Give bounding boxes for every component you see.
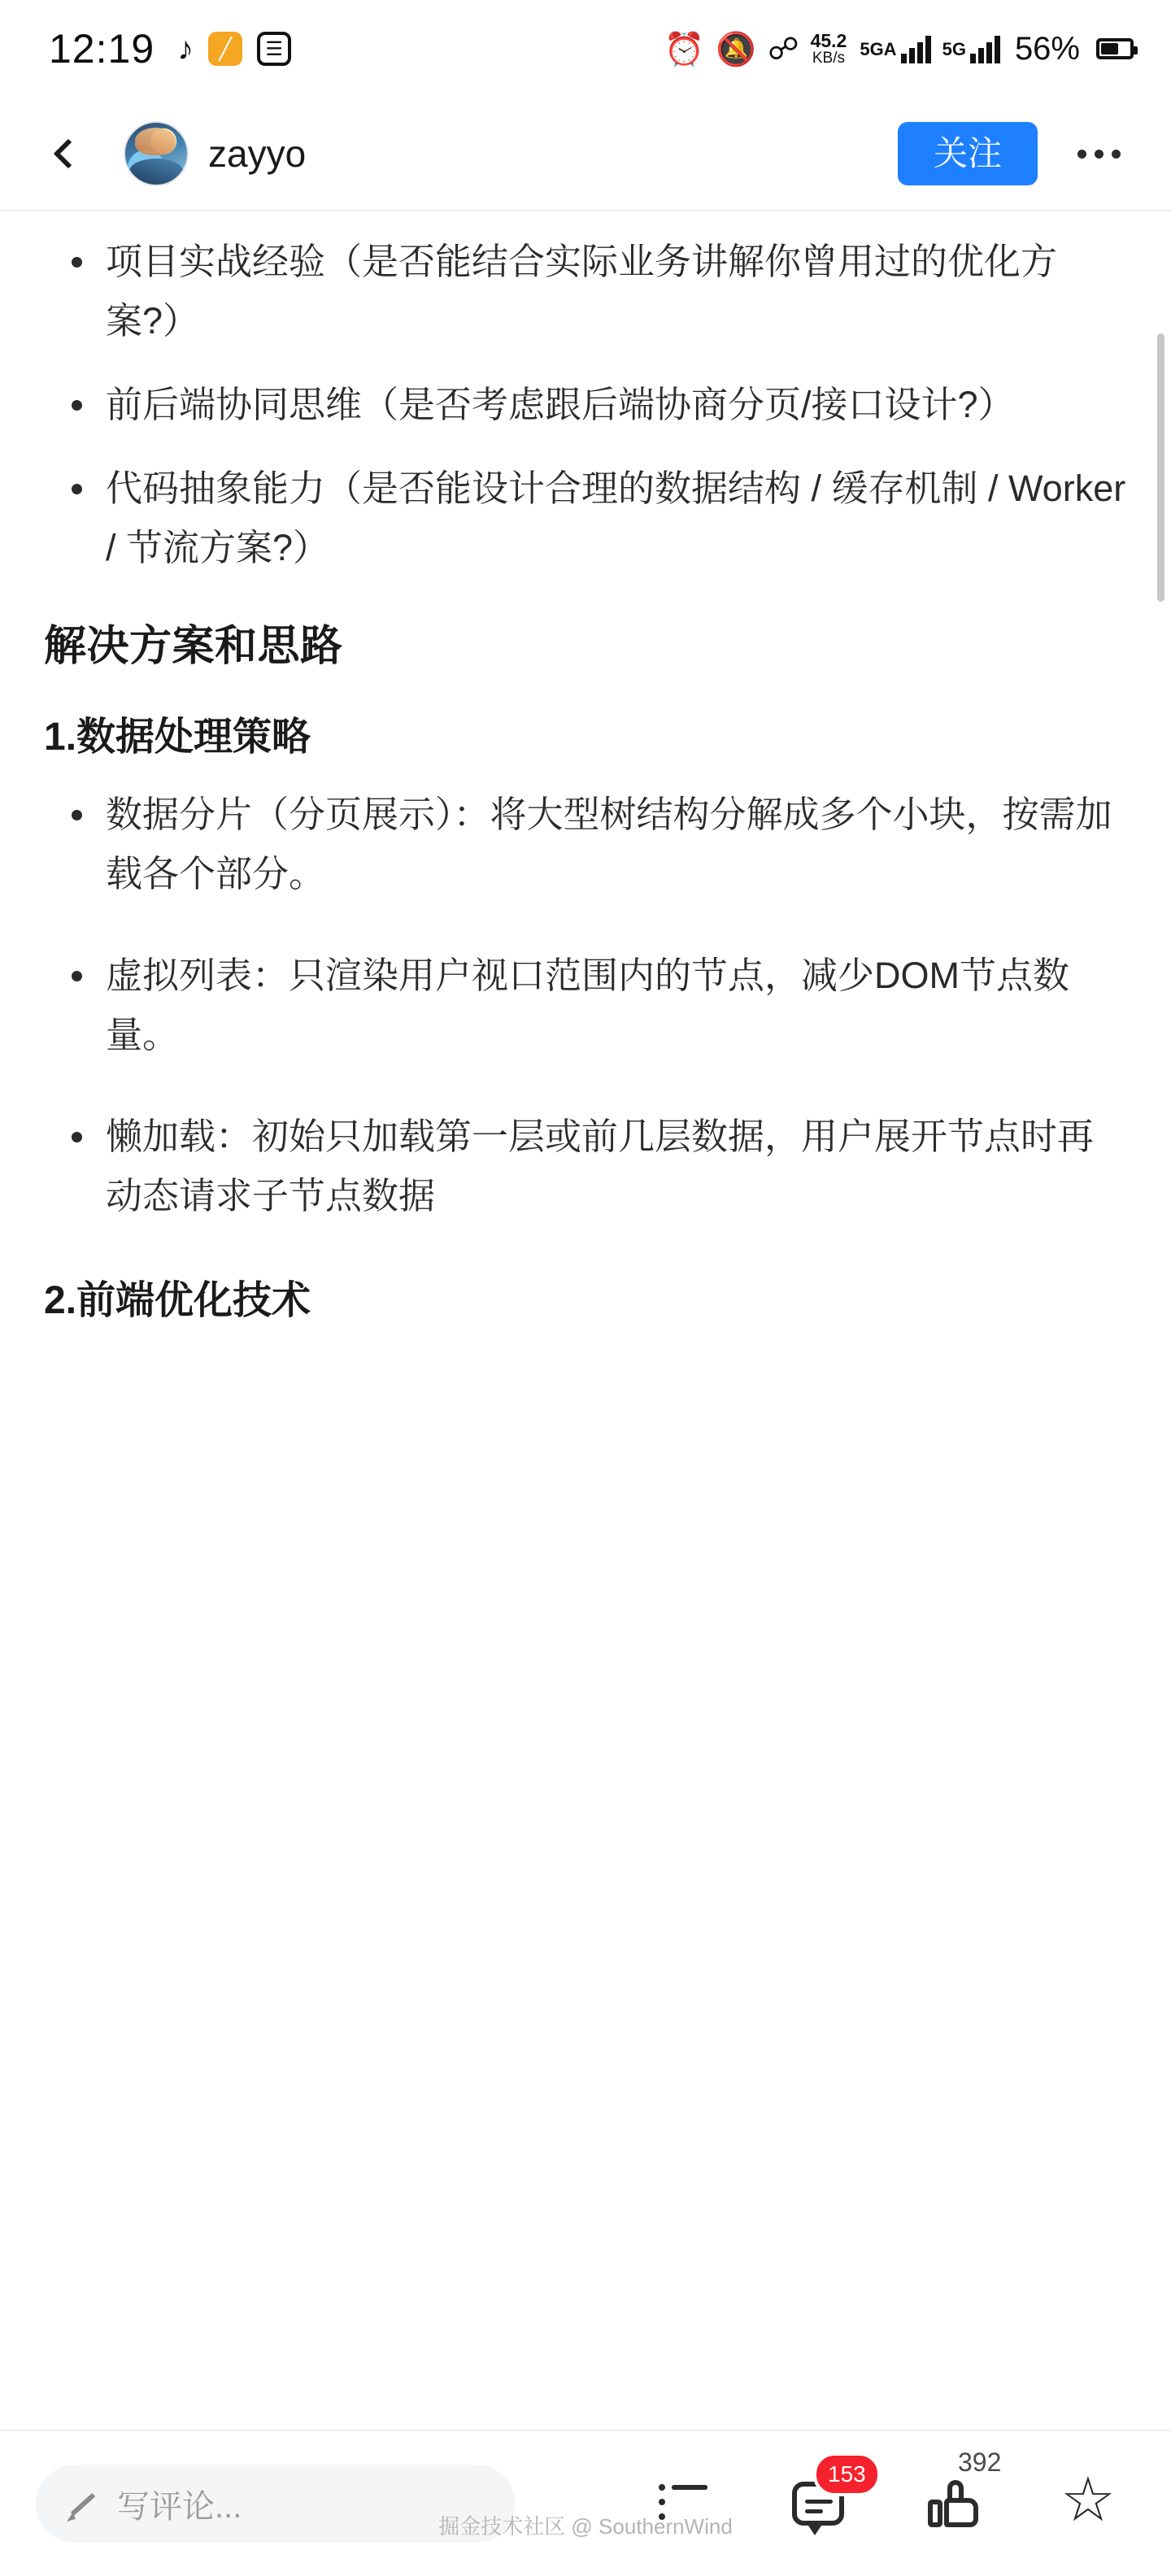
comment-count-badge: 153 — [813, 2452, 881, 2496]
comment-button[interactable] — [786, 2461, 866, 2540]
list-item: 项目实战经验（是否能结合实际业务讲解你曾用过的优化方案?） — [63, 233, 1127, 351]
list-item: 代码抽象能力（是否能设计合理的数据结构 / 缓存机制 / Worker / 节流方案?） — [63, 459, 1127, 578]
back-button[interactable] — [36, 121, 101, 186]
strategy-bullet-list — [63, 785, 1127, 1225]
collect-button[interactable] — [1056, 2467, 1121, 2540]
net-speed-value: 45.2 — [810, 29, 847, 51]
signal-2-label: 5G — [942, 39, 966, 59]
requirement-bullet-list — [63, 233, 1127, 577]
more-options-button[interactable] — [1070, 129, 1127, 178]
signal-1-label: 5GA — [860, 39, 897, 59]
tiktok-icon: ♪ — [177, 31, 194, 67]
signal-indicator-2 — [942, 34, 1000, 63]
list-item: 虚拟列表：只渲染用户视口范围内的节点，减少DOM节点数量。 — [63, 946, 1127, 1065]
list-item: 懒加载：初始只加载第一层或前几层数据，用户展开节点时再动态请求子节点数据 — [63, 1107, 1127, 1226]
status-clock: 12:19 — [49, 26, 155, 72]
battery-icon — [1096, 38, 1134, 59]
status-right-icons — [664, 30, 1134, 68]
subsection-heading-1: 1.数据处理策略 — [44, 716, 311, 759]
status-left-icons — [177, 32, 291, 66]
bottom-action-bar — [0, 2430, 1171, 2576]
alarm-icon: ⏰ — [664, 31, 705, 67]
article-content — [0, 211, 1171, 2430]
signal-bars-icon — [901, 34, 931, 63]
top-navigation-bar — [0, 98, 1171, 211]
signal-bars-icon-2 — [970, 34, 1000, 63]
comment-input-placeholder: 写评论... — [117, 2488, 242, 2525]
chevron-left-icon — [54, 139, 84, 169]
battery-percent: 56% — [1014, 30, 1080, 67]
like-count: 392 — [958, 2448, 1002, 2477]
signal-indicator-1 — [860, 34, 930, 63]
thumbs-up-icon — [928, 2478, 978, 2529]
avatar[interactable] — [124, 121, 189, 186]
watermark: 掘金技术社区 @ SouthernWind — [438, 2514, 733, 2539]
status-bar — [0, 0, 1171, 98]
list-item: 前后端协同思维（是否考虑跟后端协商分页/接口设计?） — [63, 376, 1127, 435]
bluetooth-icon: ☍ — [768, 32, 799, 67]
note-app-icon: ╱ — [208, 32, 242, 66]
net-speed-indicator — [811, 31, 847, 67]
net-speed-unit: KB/s — [812, 50, 845, 67]
more-horizontal-icon — [1077, 150, 1086, 159]
list-item: 数据分片（分页展示）：将大型树结构分解成多个小块，按需加载各个部分。 — [63, 785, 1127, 904]
mute-icon: 🔕 — [716, 31, 757, 67]
author-username[interactable]: zayyo — [208, 133, 307, 175]
subsection-heading-2: 2.前端优化技术 — [44, 1278, 311, 1322]
follow-button[interactable]: 关注 — [898, 122, 1038, 185]
like-button[interactable] — [921, 2448, 1002, 2540]
star-icon: ☆ — [1060, 2465, 1117, 2535]
section-heading: 解决方案和思路 — [44, 623, 343, 671]
pencil-icon — [63, 2486, 99, 2522]
app-icon: ☰ — [257, 32, 291, 66]
vertical-scrollbar[interactable] — [1157, 333, 1164, 602]
